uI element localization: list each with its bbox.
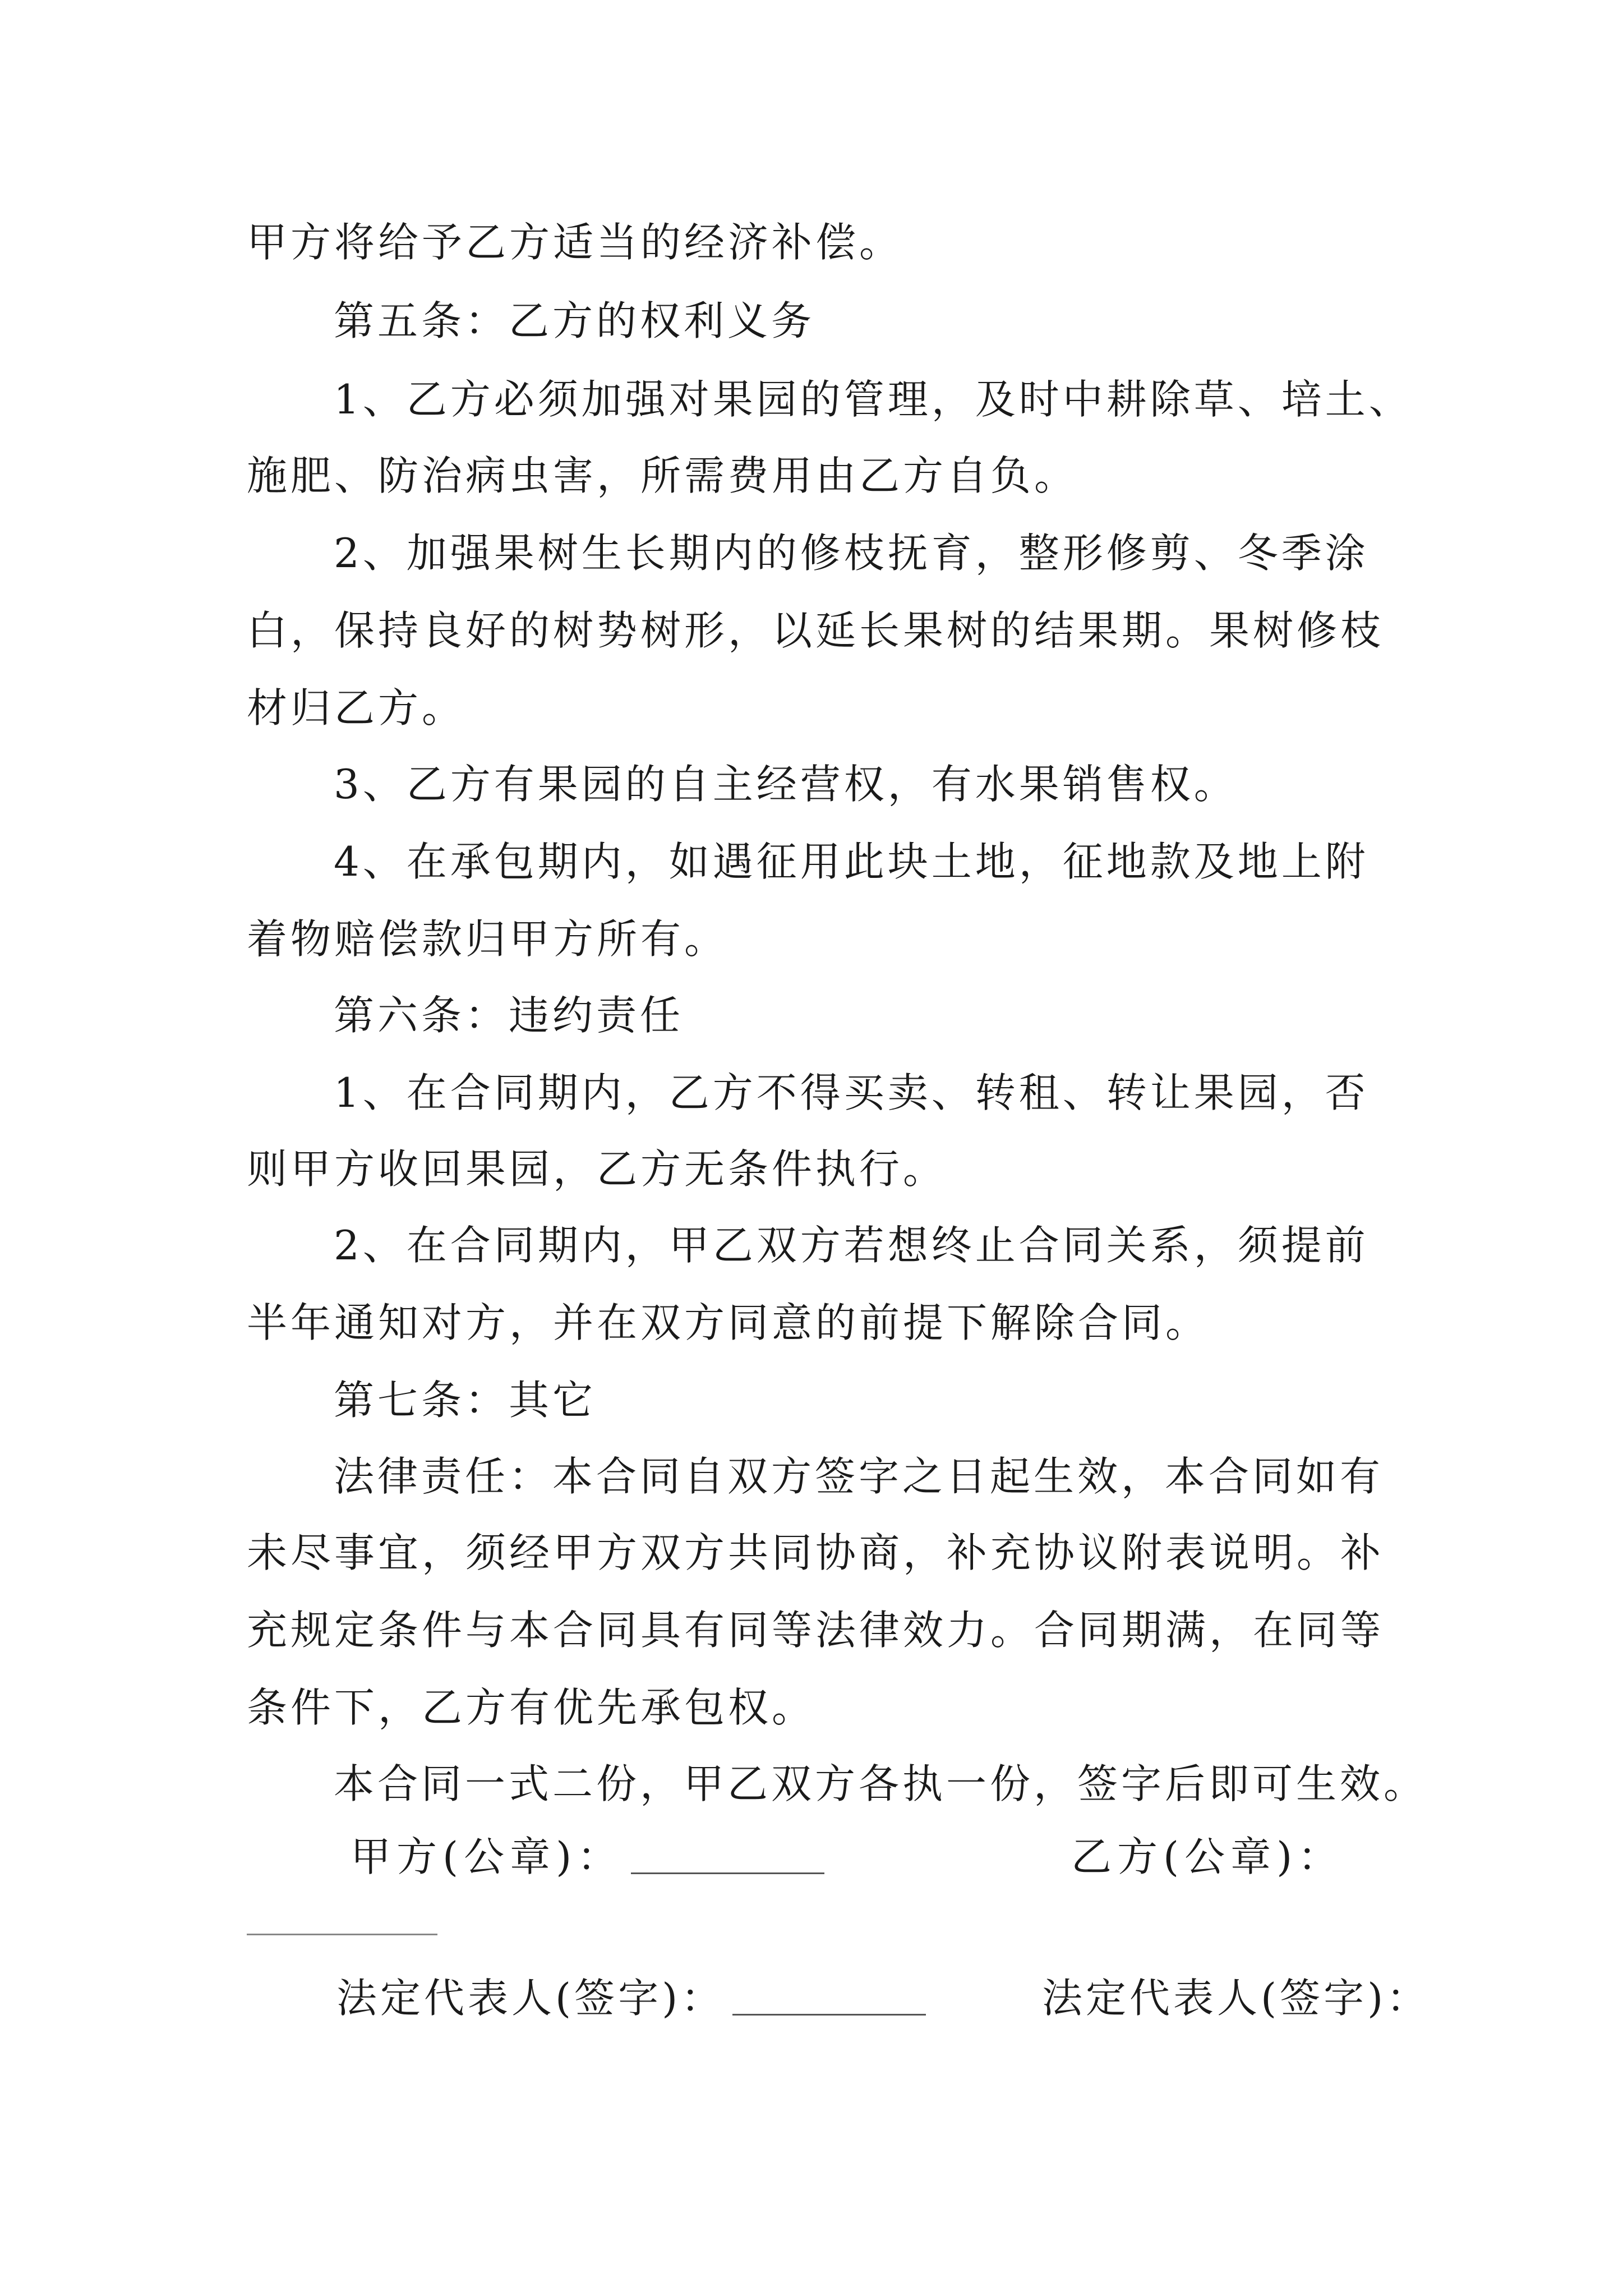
paragraph-line: 甲方将给予乙方适当的经济补偿。: [247, 219, 903, 266]
paragraph-line: 3、乙方有果园的自主经营权，有水果销售权。: [334, 761, 1238, 808]
paragraph-line: 施肥、防治病虫害，所需费用由乙方自负。: [247, 452, 1078, 499]
paragraph-line: 1、乙方必须加强对果园的管理，及时中耕除草、培土、: [334, 376, 1413, 423]
party-a-seal-row: [351, 1830, 824, 1884]
paragraph-line: 法律责任：本合同自双方签字之日起生效，本合同如有: [334, 1453, 1384, 1500]
paragraph-line: 4、在承包期内，如遇征用此块土地，征地款及地上附: [334, 838, 1369, 885]
party-a-rep-blank: [732, 1980, 926, 2016]
paragraph-line: 2、加强果树生长期内的修枝抚育，整形修剪、冬季涂: [334, 530, 1369, 577]
party-a-rep-label: 法定代表人(签字)：: [336, 1975, 725, 2022]
paragraph-line: 充规定条件与本合同具有同等法律效力。合同期满，在同等: [247, 1607, 1385, 1654]
paragraph-line: 2、在合同期内，甲乙双方若想终止合同关系，须提前: [334, 1222, 1369, 1269]
paragraph-line: 则甲方收回果园，乙方无条件执行。: [247, 1145, 947, 1193]
party-b-seal-blank: [247, 1934, 437, 1935]
party-b-seal-row: [1071, 1830, 1344, 1884]
paragraph-line: 白，保持良好的树势树形，以延长果树的结果期。果树修枝: [247, 607, 1385, 654]
paragraph-line: 未尽事宜，须经甲方双方共同协商，补充协议附表说明。补: [247, 1529, 1385, 1576]
party-a-seal-blank: [631, 1839, 824, 1874]
party-b-rep-row: [1042, 1971, 1430, 2025]
paragraph-line: 着物赔偿款归甲方所有。: [247, 915, 728, 963]
paragraph-line: 条件下，乙方有优先承包权。: [247, 1684, 816, 1731]
paragraph-line: 半年通知对方，并在双方同意的前提下解除合同。: [247, 1299, 1210, 1346]
paragraph-line: 本合同一式二份，甲乙双方各执一份，签字后即可生效。: [334, 1760, 1428, 1807]
paragraph-line: 材归乙方。: [247, 684, 466, 731]
paragraph-line: 1、在合同期内，乙方不得买卖、转租、转让果园，否: [334, 1069, 1369, 1116]
party-b-rep-label: 法定代表人(签字)：: [1042, 1975, 1431, 2022]
party-b-seal-label: 乙方(公章)：: [1071, 1833, 1344, 1880]
party-a-seal-label: 甲方(公章)：: [351, 1833, 624, 1880]
section-heading: 第六条：违约责任: [334, 992, 684, 1039]
section-heading: 第五条：乙方的权利义务: [334, 297, 815, 344]
party-a-rep-row: [336, 1971, 926, 2025]
section-heading: 第七条：其它: [334, 1377, 597, 1424]
